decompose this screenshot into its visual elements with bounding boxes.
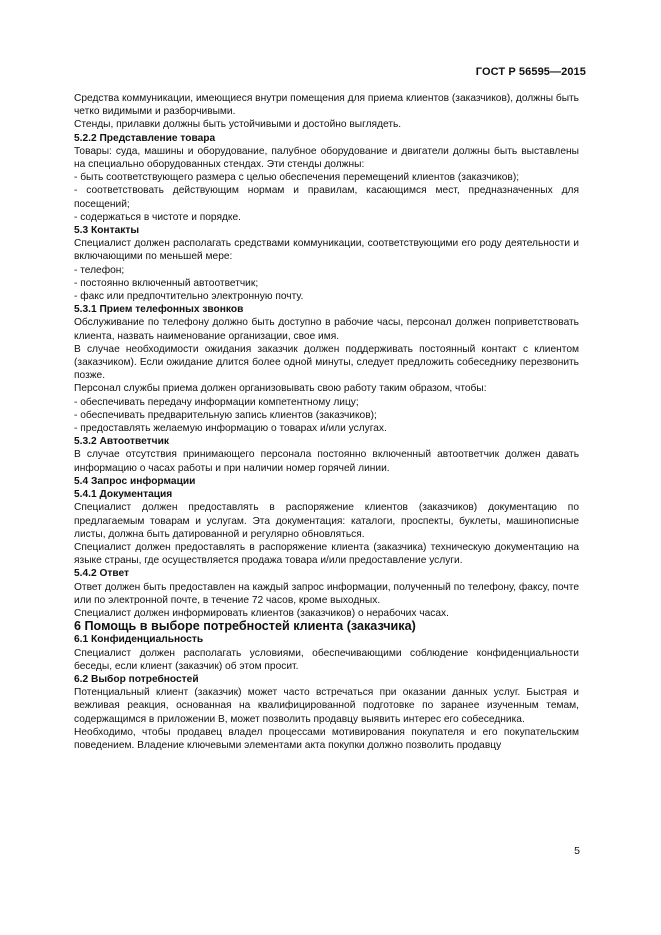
subsection-heading: 5.3.2 Автоответчик xyxy=(74,436,169,448)
paragraph: Товары: суда, машины и оборудование, палубное оборудование и двигатели должны быть выставлены на специально оборудованных стендах. Эти стенды должны: xyxy=(74,145,579,171)
paragraph: В случае отсутствия принимающего персонала постоянно включенный автоответчик должен давать информацию о часах работы и при наличии номер горячей линии. xyxy=(74,449,579,474)
paragraph: Специалист должен располагать средствами коммуникации, соответствующими его роду деятельности и включающими по меньшей мере: xyxy=(74,238,579,263)
paragraph: Персонал службы приема должен организовывать свою работу таким образом, чтобы: xyxy=(74,383,487,395)
paragraph: Ответ должен быть предоставлен на каждый запрос информации, полученный по телефону, факсу, почте или по электронной почте, в течение 72 часов, кроме выходных. xyxy=(74,581,579,606)
document-body xyxy=(74,92,579,752)
list-item: - телефон; xyxy=(74,264,125,276)
subsection-heading: 5.4.2 Ответ xyxy=(74,568,130,580)
list-item: - быть соответствующего размера с целью обеспечения перемещений клиентов (заказчиков); xyxy=(74,172,520,184)
subsection-heading: 5.4.1 Документация xyxy=(74,489,173,501)
chapter-heading: 6 Помощь в выборе потребностей клиента (заказчика) xyxy=(74,619,416,634)
section-heading: 6.1 Конфиденциальность xyxy=(74,634,204,646)
section-heading: 6.2 Выбор потребностей xyxy=(74,673,199,685)
list-item: - постоянно включенный автоответчик; xyxy=(74,277,259,289)
list-item: - предоставлять желаемую информацию о товарах и/или услугах. xyxy=(74,423,387,435)
document-id-header: ГОСТ Р 56595—2015 xyxy=(475,66,586,78)
paragraph: Специалист должен информировать клиентов (заказчиков) о нерабочих часах. xyxy=(74,607,449,619)
subsection-heading: 5.3.1 Прием телефонных звонков xyxy=(74,304,244,316)
list-item: - обеспечивать передачу информации компетентному лицу; xyxy=(74,396,359,408)
subsection-heading: 5.2.2 Представление товара xyxy=(74,132,216,144)
paragraph: Специалист должен располагать условиями, обеспечивающими соблюдение конфиденциальности беседы, если клиент (заказчик) об этом просит. xyxy=(74,647,579,672)
section-heading: 5.3 Контакты xyxy=(74,225,140,237)
list-item: - соответствовать действующим нормам и правилам, касающимся мест, предназначенных для посещений; xyxy=(74,185,579,210)
paragraph: Средства коммуникации, имеющиеся внутри помещения для приема клиентов (заказчиков), должны быть четко видимыми и разборчивыми. xyxy=(74,93,579,118)
paragraph: Обслуживание по телефону должно быть доступно в рабочие часы, персонал должен поприветствовать клиента, назвать наименование организации, свое имя. xyxy=(74,317,579,342)
paragraph: Специалист должен предоставлять в распоряжение клиентов (заказчиков) документацию по предлагаемым товарам и услугам. Эта документация: каталоги, проспекты, буклеты, машинописные листы, должна быть датированной и регулярно обновляться. xyxy=(74,502,579,540)
list-item: - факс или предпочтительно электронную почту. xyxy=(74,291,304,303)
section-heading: 5.4 Запрос информации xyxy=(74,475,196,487)
paragraph: Потенциальный клиент (заказчик) может часто встречаться при оказании данных услуг. Быстрая и вежливая реакция, основанная на квалифицированной подготовке по заранее изученным темам, содержащимся в приложении В, может позволить продавцу выявить интерес его собеседника. xyxy=(74,687,579,725)
page-number: 5 xyxy=(574,845,580,857)
paragraph: Необходимо, чтобы продавец владел процессами мотивирования покупателя и его покупательским поведением. Владение ключевыми элементами акта покупки должно позволить продавцу xyxy=(74,726,579,751)
paragraph: Стенды, прилавки должны быть устойчивыми и достойно выглядеть. xyxy=(74,119,402,131)
list-item: - обеспечивать предварительную запись клиентов (заказчиков); xyxy=(74,409,377,421)
paragraph: В случае необходимости ожидания заказчик должен поддерживать постоянный контакт с клиентом (заказчиком). Если ожидание длится более одной минуты, следует предложить собеседнику перезвонить позже. xyxy=(74,343,579,382)
list-item: - содержаться в чистоте и порядке. xyxy=(74,211,241,223)
paragraph: Специалист должен предоставлять в распоряжение клиента (заказчика) техническую документацию на языке страны, где осуществляется продажа товара и/или предоставление услуги. xyxy=(74,541,579,567)
